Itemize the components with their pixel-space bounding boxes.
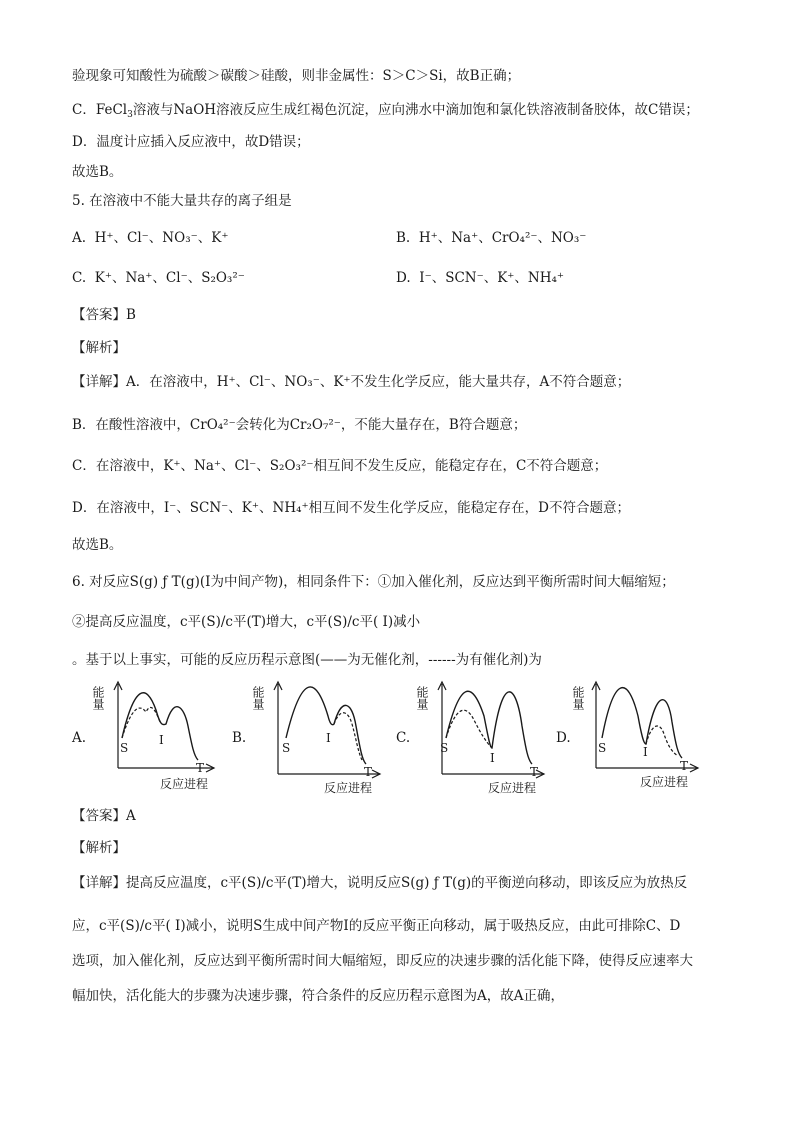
q5-detail-c: C．在溶液中，K⁺、Na⁺、Cl⁻、S₂O₃²⁻相互间不发生反应，能稳定存在，C不符合题意； bbox=[72, 458, 608, 474]
q5-option-b-letter: B. bbox=[396, 230, 411, 246]
text-line-3: D．温度计应插入反应液中，故D错误； bbox=[72, 134, 310, 150]
graph-a-svg bbox=[88, 676, 218, 796]
graph-a-t: T bbox=[196, 761, 205, 775]
graph-c-svg bbox=[412, 676, 552, 796]
text-fecl-sub: 3 bbox=[127, 110, 133, 120]
q6-answer-value: A bbox=[126, 808, 136, 824]
q5-detail-a: 【详解】A．在溶液中，H⁺、Cl⁻、NO₃⁻、K⁺不发生化学反应，能大量共存，A不符合题意； bbox=[72, 374, 631, 390]
q5-detail-b: B．在酸性溶液中，CrO₄²⁻会转化为Cr₂O₇²⁻，不能大量存在，B符合题意； bbox=[72, 417, 527, 433]
q5-option-a-text: H⁺、Cl⁻、NO₃⁻、K⁺ bbox=[94, 230, 229, 246]
graph-a bbox=[88, 676, 218, 796]
q5-answer-label: 【答案】 bbox=[72, 307, 126, 323]
graph-d-letter: D. bbox=[556, 730, 571, 746]
graph-b-curve-uncatalyzed bbox=[286, 687, 366, 764]
graph-d-t: T bbox=[680, 759, 689, 773]
graph-b-t: T bbox=[364, 765, 373, 779]
q5-answer-value: B bbox=[126, 307, 136, 323]
q6-answer bbox=[72, 806, 136, 826]
graph-a-curve-uncatalyzed bbox=[122, 693, 198, 760]
text-fecl: C．FeCl bbox=[72, 102, 128, 118]
graph-c bbox=[412, 676, 552, 796]
graph-d-i: I bbox=[643, 745, 648, 759]
question-5-stem: 5. 在溶液中不能大量共存的离子组是 bbox=[72, 193, 292, 209]
graph-d-svg bbox=[572, 676, 712, 796]
graph-a-ylabel: 能量 bbox=[91, 686, 105, 710]
graph-a-i: I bbox=[159, 733, 164, 747]
graph-d bbox=[572, 676, 712, 796]
q5-option-c-text: K⁺、Na⁺、Cl⁻、S₂O₃²⁻ bbox=[94, 270, 245, 286]
q5-option-c bbox=[72, 268, 245, 288]
graph-b-xlabel: 反应进程 bbox=[324, 781, 373, 795]
graph-b-svg bbox=[248, 676, 388, 796]
q5-detail-d: D．在溶液中，I⁻、SCN⁻、K⁺、NH₄⁺相互间不发生化学反应，能稳定存在，D不符合题意； bbox=[72, 500, 630, 516]
q6-detail-a: 【详解】提高反应温度，c平(S)/c平(T)增大，说明反应S(g) ƒ T(g)的平衡逆向移动，即该反应为放热反 bbox=[72, 875, 688, 891]
text-line-4: 故选B。 bbox=[72, 164, 123, 180]
q6-detail-b: 应，c平(S)/c平( I)减小，说明S生成中间产物I的反应平衡正向移动，属于吸热反应，由此可排除C、D bbox=[72, 918, 681, 934]
q5-option-b bbox=[396, 228, 586, 248]
q6-answer-label: 【答案】 bbox=[72, 808, 126, 824]
q6-detail-c: 选项，加入催化剂，反应达到平衡所需时间大幅缩短，即反应的决速步骤的活化能下降，使得反应速率大 bbox=[72, 953, 693, 969]
q5-option-a-letter: A. bbox=[72, 230, 87, 246]
question-6-line-2: ②提高反应温度，c平(S)/c平(T)增大，c平(S)/c平( I)减小 bbox=[72, 614, 421, 630]
graph-a-xlabel: 反应进程 bbox=[160, 777, 209, 791]
graph-c-i: I bbox=[490, 751, 495, 765]
q5-option-c-letter: C. bbox=[72, 270, 87, 286]
text-line-1: 验现象可知酸性为硫酸＞碳酸＞硅酸，则非金属性：S＞C＞Si，故B正确； bbox=[72, 68, 521, 84]
graph-c-letter: C. bbox=[396, 730, 411, 746]
graph-d-s: S bbox=[598, 741, 607, 755]
graph-a-letter: A. bbox=[72, 730, 87, 746]
graph-b-i: I bbox=[326, 731, 331, 745]
graph-b-letter: B. bbox=[232, 730, 247, 746]
graph-c-ylabel: 能量 bbox=[415, 686, 429, 710]
graph-b-ylabel: 能量 bbox=[251, 686, 265, 710]
q6-detail-d: 幅加快，活化能大的步骤为决速步骤，符合条件的反应历程示意图为A，故A正确， bbox=[72, 988, 564, 1004]
q5-analysis-label: 【解析】 bbox=[72, 340, 126, 356]
graph-a-s: S bbox=[120, 741, 129, 755]
q5-option-d-letter: D. bbox=[396, 270, 411, 286]
text-line-2 bbox=[72, 100, 699, 125]
graph-c-t: T bbox=[530, 765, 539, 779]
q5-answer bbox=[72, 305, 136, 325]
graph-c-xlabel: 反应进程 bbox=[488, 781, 537, 795]
q5-detail-e: 故选B。 bbox=[72, 537, 123, 553]
q6-analysis-label: 【解析】 bbox=[72, 840, 126, 856]
graph-d-xlabel: 反应进程 bbox=[640, 775, 689, 789]
graph-c-curve-catalyzed bbox=[446, 710, 492, 748]
q5-option-d-text: I⁻、SCN⁻、K⁺、NH₄⁺ bbox=[419, 270, 565, 286]
graph-d-ylabel: 能量 bbox=[571, 686, 585, 710]
q5-option-a bbox=[72, 228, 228, 248]
graph-c-s: S bbox=[440, 741, 449, 755]
question-6-line-1: 6. 对反应S(g) ƒ T(g)(I为中间产物)，相同条件下：①加入催化剂，反应达到平衡所需时间大幅缩短； bbox=[72, 574, 675, 590]
q5-option-d bbox=[396, 268, 564, 288]
q5-option-b-text: H⁺、Na⁺、CrO₄²⁻、NO₃⁻ bbox=[418, 230, 587, 246]
question-6-line-3: 。基于以上事实，可能的反应历程示意图(——为无催化剂，------为有催化剂)为 bbox=[72, 652, 542, 668]
graph-a-curve-catalyzed bbox=[122, 707, 160, 738]
text-line-2-rest: 溶液与NaOH溶液反应生成红褐色沉淀，应向沸水中滴加饱和氯化铁溶液制备胶体，故C错误； bbox=[132, 102, 699, 118]
graph-b bbox=[248, 676, 388, 796]
graph-b-s: S bbox=[282, 741, 291, 755]
graph-c-curve-uncatalyzed bbox=[446, 691, 532, 764]
